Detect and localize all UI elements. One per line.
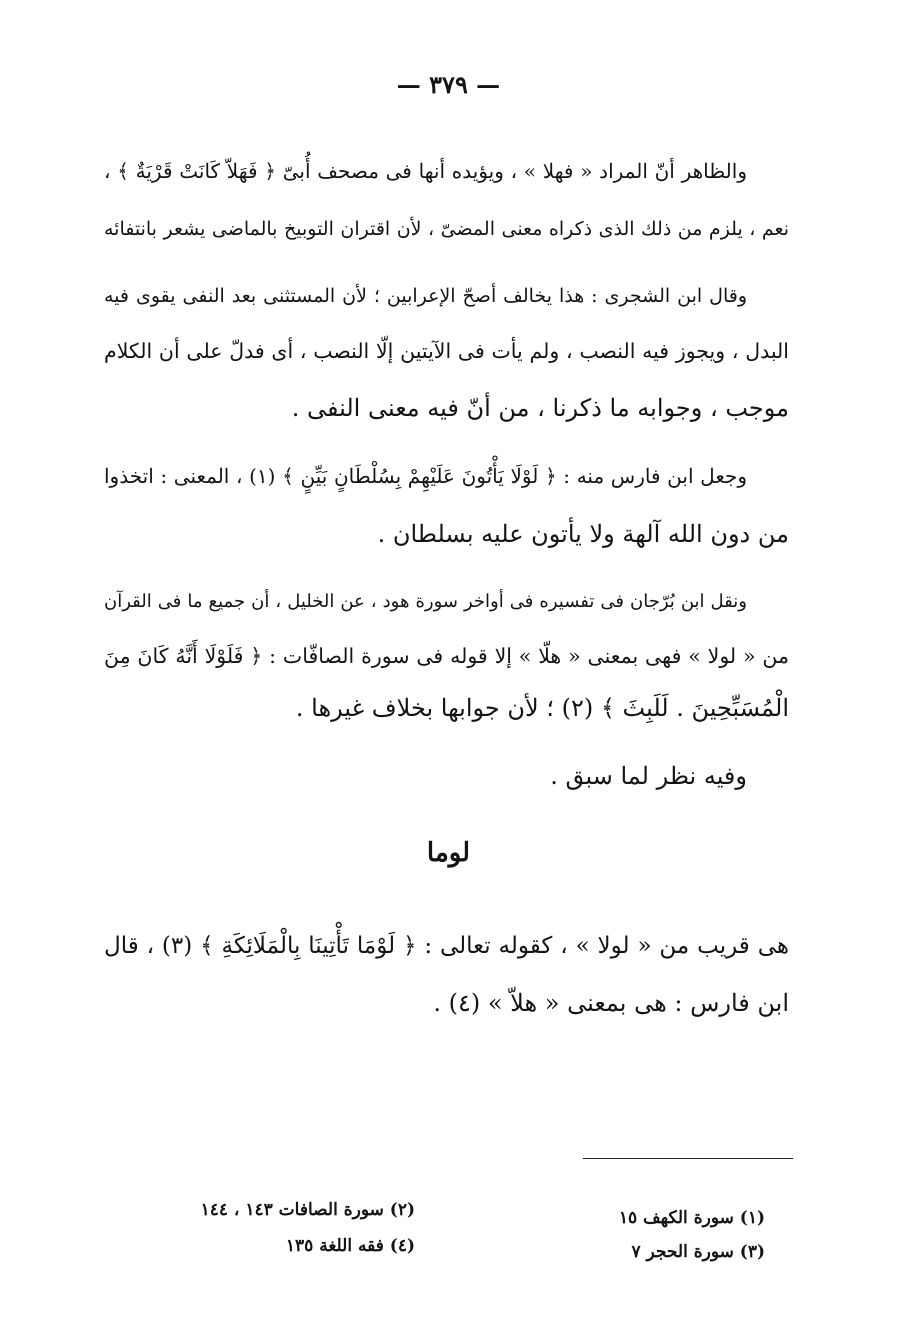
footnote-1: (١) سورة الكهف ١٥	[618, 1208, 765, 1228]
footnote-2: (٢) سورة الصافات ١٤٣ ، ١٤٤	[200, 1200, 415, 1220]
paragraph-2-line-2: البدل ، ويجوز فيه النصب ، ولم يأت فى الآيتين إلّا النصب ، أى فدلّ على أن الكلام	[104, 339, 789, 363]
paragraph-4-line-3: الْمُسَبِّحِينَ . لَلَبِثَ ﴾ (٢) ؛ لأن جوابها بخلاف غيرها .	[295, 694, 789, 722]
footnote-separator	[583, 1158, 793, 1159]
paragraph-5-line-1: وفيه نظر لما سبق .	[550, 762, 747, 790]
paragraph-1-line-1: والظاهر أنّ المراد « فهلا » ، ويؤيده أنها فى مصحف أُبىّ ﴿ فَهَلاّ كَانَتْ قَرْيَةٌ ﴾ ،	[104, 159, 747, 183]
page-number: — ٣٧٩ —	[396, 70, 501, 99]
paragraph-2-line-1: وقال ابن الشجرى : هذا يخالف أصحّ الإعرابين ؛ لأن المستثنى بعد النفى يقوى فيه	[104, 285, 747, 307]
footnote-4: (٤) فقه اللغة ١٣٥	[285, 1236, 415, 1256]
paragraph-6-line-1: هى قريب من « لولا » ، كقوله تعالى : ﴿ لَوْمَا تَأْتِينَا بِالْمَلَائِكَةِ ﴾ (٣) ، قال	[104, 933, 789, 959]
paragraph-3-line-1: وجعل ابن فارس منه : ﴿ لَوْلَا يَأْتُونَ عَلَيْهِمْ بِسُلْطَانٍ بَيِّنٍ ﴾ (١) ، المعنى : اتخذوا	[104, 464, 747, 488]
paragraph-4-line-2: من « لولا » فهى بمعنى « هلّا » إلا قوله فى سورة الصافّات : ﴿ فَلَوْلَا أَنَّهُ كَانَ مِنَ	[104, 644, 789, 668]
paragraph-2-line-3: موجب ، وجوابه ما ذكرنا ، من أنّ فيه معنى النفى .	[291, 394, 789, 422]
footnote-3: (٣) سورة الحجر ٧	[631, 1242, 765, 1262]
paragraph-3-line-2: من دون الله آلهة ولا يأتون عليه بسلطان .	[377, 520, 789, 548]
paragraph-6-line-2: ابن فارس : هى بمعنى « هلاّ » (٤) .	[433, 989, 789, 1017]
paragraph-1-line-2: نعم ، يلزم من ذلك الذى ذكراه معنى المضىّ ، لأن اقتران التوبيخ بالماضى يشعر بانتفائه	[104, 218, 789, 240]
paragraph-4-line-1: ونقل ابن بُرّجان فى تفسيره فى أواخر سورة هود ، عن الخليل ، أن جميع ما فى القرآن	[104, 591, 747, 612]
section-heading: لوما	[426, 838, 471, 868]
